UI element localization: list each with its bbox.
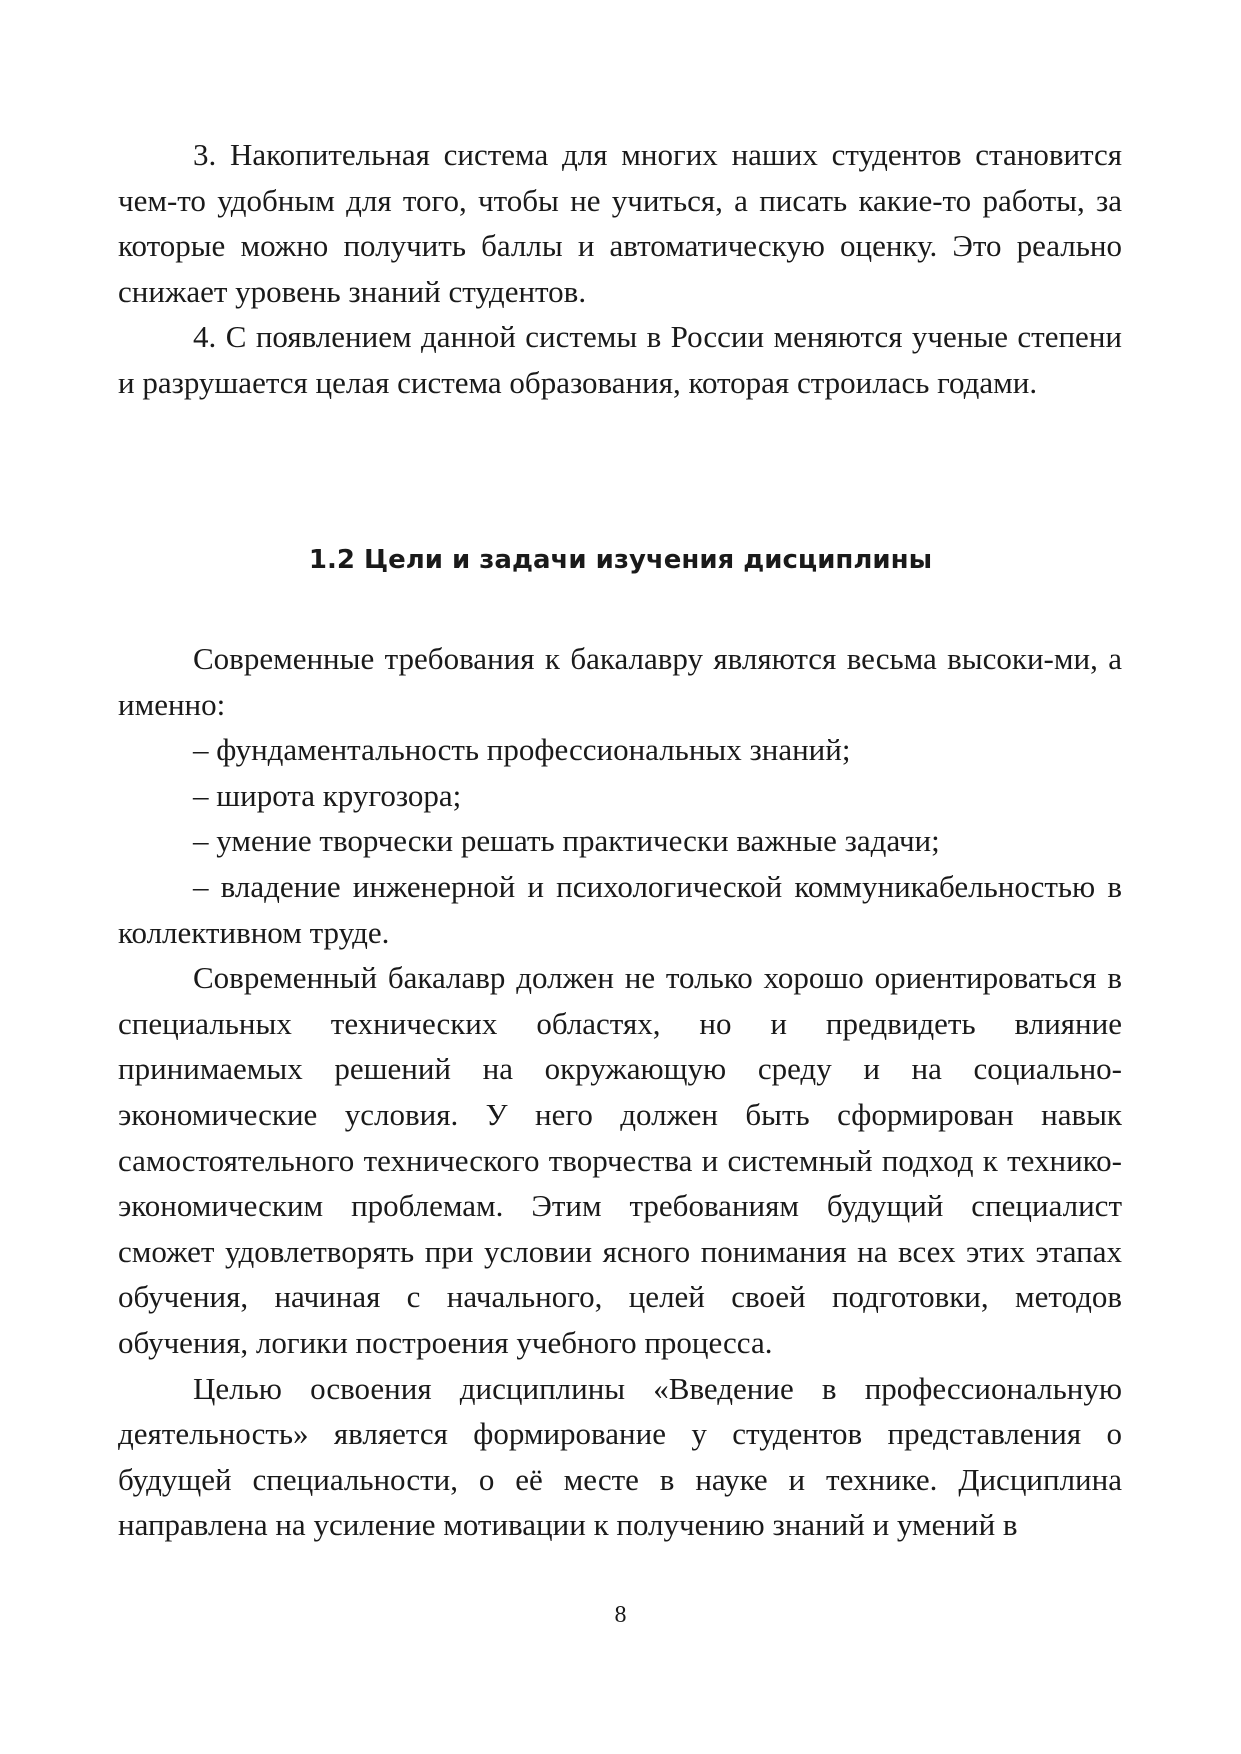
paragraph-point-3: 3. Накопительная система для многих наших студентов становится чем-то удобным для того, чтобы не учиться, а писать какие-то работы, за которые можно получить баллы и автоматическую оценку. Это реально снижает уровень знаний студентов. [118, 137, 1122, 309]
paragraph-course-goal: Целью освоения дисциплины «Введение в профессиональную деятельность» является формирование у студентов представления о будущей специальности, о её месте в науке и технике. Дисциплина направлена на усиление мотивации к получению знаний и умений в [118, 1370, 1122, 1543]
section-body [118, 636, 1122, 1548]
list-item: – фундаментальность профессиональных знаний; [193, 732, 851, 768]
paragraph-point-4: 4. С появлением данной системы в России меняются ученые степени и разрушается целая система образования, которая строилась годами. [118, 319, 1122, 400]
paragraph-modern-bachelor: Современный бакалавр должен не только хорошо ориентироваться в специальных технических областях, но и предвидеть влияние принимаемых решений на окружающую среду и на социально-экономические условия. У него должен быть сформирован навык самостоятельного технического творчества и системный подход к технико-экономическим проблемам. Этим требованиям будущий специалист сможет удовлетворять при условии ясного понимания на всех этих этапах обучения, начиная с начального, целей своей подготовки, методов обучения, логики построения учебного процесса. [118, 960, 1122, 1360]
list-item: – владение инженерной и психологической коммуникабельностью в коллективном труде. [118, 868, 1122, 950]
paragraph-requirements-lead: Современные требования к бакалавру являются весьма высоки-ми, а именно: [118, 641, 1122, 722]
list-item: – умение творчески решать практически важные задачи; [193, 823, 940, 859]
list-item: – широта кругозора; [193, 777, 462, 813]
page-number: 8 [614, 1602, 627, 1628]
intro-text [118, 132, 1122, 406]
section-heading: 1.2 Цели и задачи изучения дисциплины [308, 545, 933, 575]
